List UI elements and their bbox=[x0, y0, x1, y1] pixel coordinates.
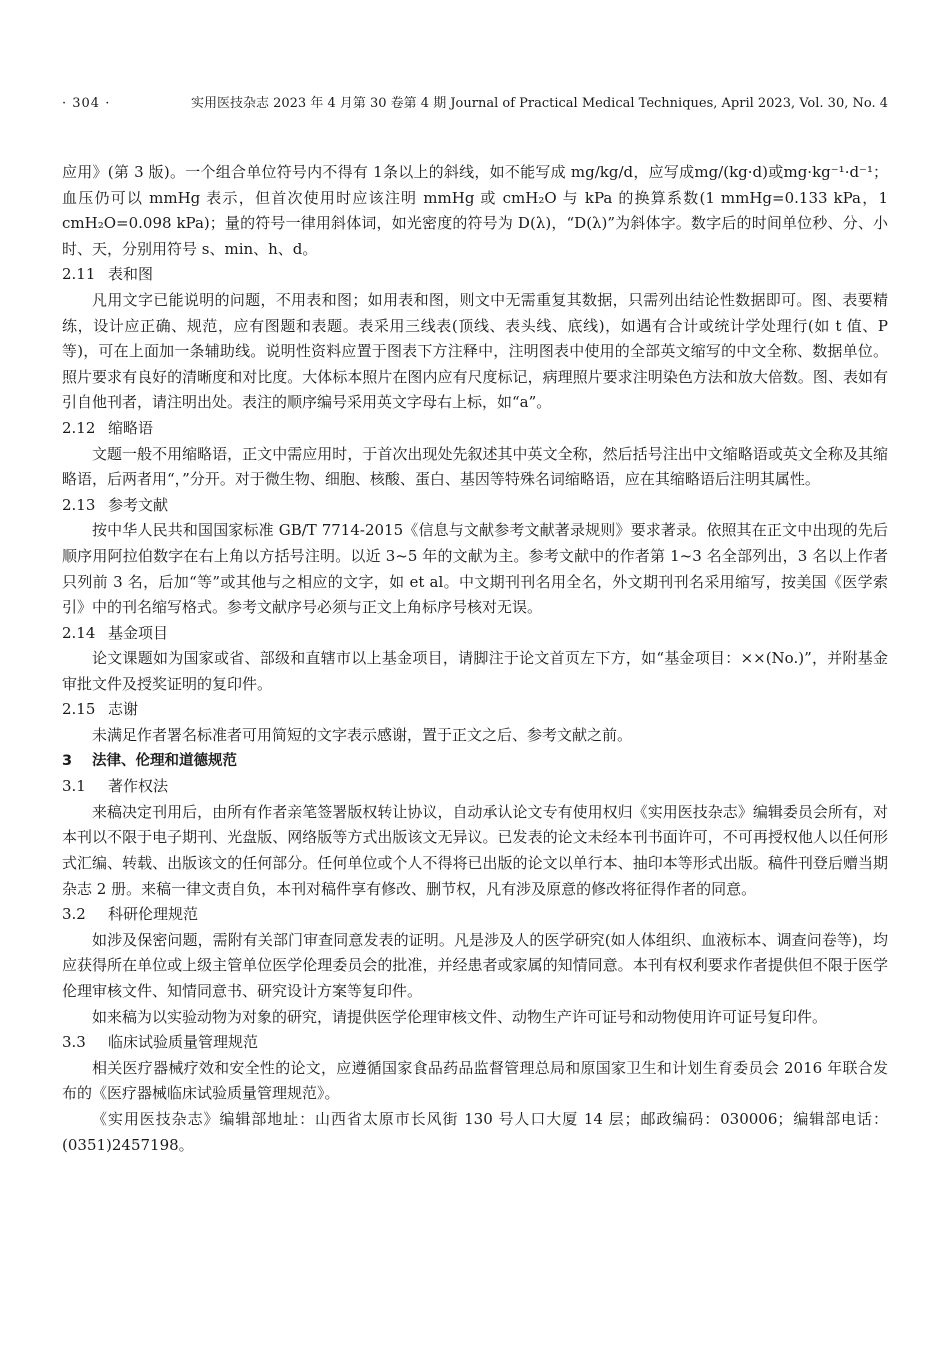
section-3-3-paragraph: 相关医疗器械疗效和安全性的论文，应遵循国家食品药品监督管理总局和原国家卫生和计划生育委员会 2016 年联合发布的《医疗器械临床试验质量管理规范》。 bbox=[62, 1058, 888, 1103]
section-2-12-paragraph: 文题一般不用缩略语，正文中需应用时，于首次出现处先叙述其中英文全称，然后括号注出中文缩略语或英文全称及其缩略语，后两者用“，”分开。对于微生物、细胞、核酸、蛋白、基因等特殊名词缩略语，应在其缩略语后注明其属性。 bbox=[62, 444, 888, 489]
article-body bbox=[62, 160, 888, 1158]
section-heading-3-2: 3.2 科研伦理规范 bbox=[62, 905, 199, 924]
section-2-15-paragraph: 未满足作者署名标准者可用简短的文字表示感谢，置于正文之后、参考文献之前。 bbox=[92, 726, 633, 745]
section-heading-2-14: 2.14 基金项目 bbox=[62, 623, 169, 642]
section-2-11-paragraph: 凡用文字已能说明的问题，不用表和图；如用表和图，则文中无需重复其数据，只需列出结论性数据即可。图、表要精练，设计应正确、规范，应有图题和表题。表采用三线表(顶线、表头线、底线)，如遇有合计或统计学处理行(如 t 值、P 等)，可在上面加一条辅助线。说明性资料应置于图表下方注释中，注明图表中使用的全部英文缩写的中文全称、数据单位。照片要求有良好的清晰度和对比度。大体标本照片在图内应有尺度标记，病理照片要求注明染色方法和放大倍数。图、表如有引自他刊者，请注明出处。表注的顺序编号采用英文字母右上标，如“a”。 bbox=[62, 290, 888, 412]
intro-paragraph: 应用》(第 3 版)。一个组合单位符号内不得有 1条以上的斜线，如不能写成 mg/kg/d，应写成mg/(kg·d)或mg·kg⁻¹·d⁻¹；血压仍可以 mmHg 表示，但首次使用时应该注明 mmHg 或 cmH₂O 与 kPa 的换算系数(1 mmHg=0.133 kPa，1 cmH₂O=0.098 kPa)；量的符号一律用斜体词，如光密度的符号为 D(λ)，“D(λ)”为斜体字。数字后的时间单位秒、分、小时、天，分别用符号 s、min、h、d。 bbox=[62, 163, 888, 258]
section-3-2-paragraph-1: 如涉及保密问题，需附有关部门审查同意发表的证明。凡是涉及人的医学研究(如人体组织、血液标本、调查问卷等)，均应获得所在单位或上级主管单位医学伦理委员会的批准，并经患者或家属的知情同意。本刊有权利要求作者提供但不限于医学伦理审核文件、知情同意书、研究设计方案等复印件。 bbox=[62, 930, 888, 1000]
section-heading-3-1: 3.1 著作权法 bbox=[62, 777, 169, 796]
section-2-13-paragraph: 按中华人民共和国国家标准 GB/T 7714-2015《信息与文献参考文献著录规则》要求著录。依照其在正文中出现的先后顺序用阿拉伯数字在右上角以方括号注明。以近 3~5 年的文献为主。参考文献中的作者第 1~3 名全部列出，3 名以上作者只列前 3 名，后加“等”或其他与之相应的文字，如 et al。中文期刊刊名用全名，外文期刊刊名采用缩写，按美国《医学索引》中的刊名缩写格式。参考文献序号必须与正文上角标序号核对无误。 bbox=[62, 521, 888, 617]
section-3-1-paragraph: 来稿决定刊用后，由所有作者亲笔签署版权转让协议，自动承认论文专有使用权归《实用医技杂志》编辑委员会所有，对本刊以不限于电子期刊、光盘版、网络版等方式出版该文无异议。已发表的论文未经本刊书面许可，不可再授权他人以任何形式汇编、转载、出版该文的任何部分。任何单位或个人不得将已出版的论文以单行本、抽印本等形式出版。稿件刊登后赠当期杂志 2 册。来稿一律文责自负，本刊对稿件享有修改、删节权，凡有涉及原意的修改将征得作者的同意。 bbox=[62, 802, 888, 898]
section-heading-3-3: 3.3 临床试验质量管理规范 bbox=[62, 1033, 259, 1052]
editorial-office-contact: 《实用医技杂志》编辑部地址：山西省太原市长风街 130 号人口大厦 14 层；邮政编码：030006；编辑部电话：(0351)2457198。 bbox=[62, 1109, 888, 1154]
section-heading-2-15: 2.15 志谢 bbox=[62, 700, 139, 719]
section-heading-3: 3 法律、伦理和道德规范 bbox=[62, 752, 237, 769]
page-number: · 304 · bbox=[62, 96, 111, 111]
section-heading-2-12: 2.12 缩略语 bbox=[62, 418, 154, 437]
section-2-14-paragraph: 论文课题如为国家或省、部级和直辖市以上基金项目，请脚注于论文首页左下方，如“基金项目：××(No.)”，并附基金审批文件及授奖证明的复印件。 bbox=[62, 649, 888, 693]
running-header bbox=[62, 92, 888, 112]
journal-info: 实用医技杂志 2023 年 4 月第 30 卷第 4 期 Journal of Practical Medical Techniques, April 2023, Vol. 30, No. 4 bbox=[190, 96, 888, 111]
journal-page bbox=[62, 92, 888, 1158]
section-3-2-paragraph-2: 如来稿为以实验动物为对象的研究，请提供医学伦理审核文件、动物生产许可证号和动物使用许可证号复印件。 bbox=[92, 1007, 828, 1026]
section-heading-2-13: 2.13 参考文献 bbox=[62, 495, 169, 514]
section-heading-2-11: 2.11 表和图 bbox=[62, 265, 154, 284]
